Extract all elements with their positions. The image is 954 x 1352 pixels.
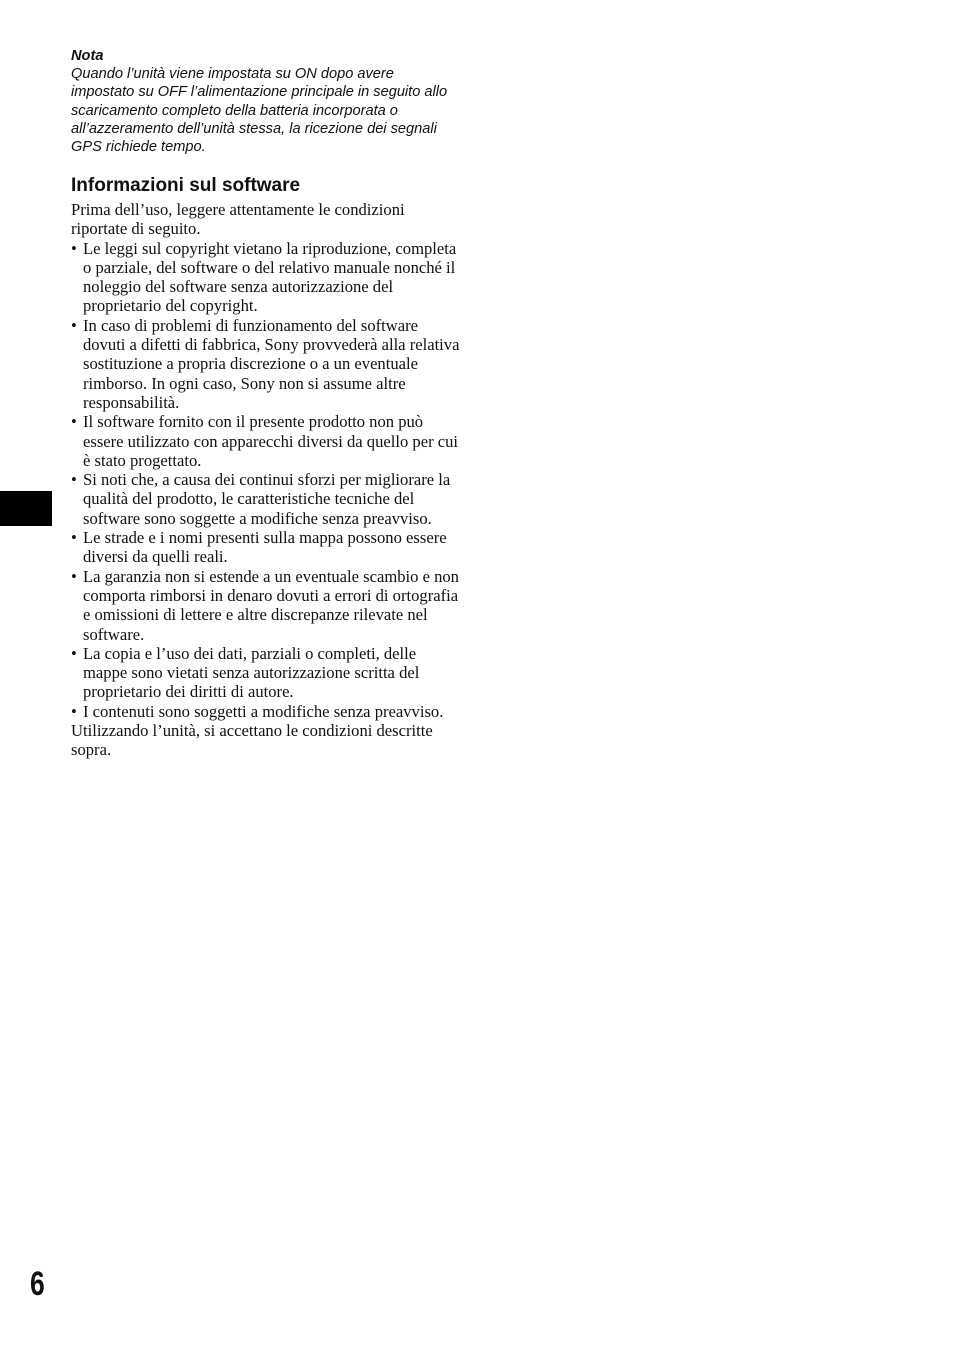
side-thumb-tab	[0, 491, 52, 526]
note-body: Quando l’unità viene impostata su ON dopo avere impostato su OFF l’alimentazione principale in seguito allo scaricamento completo della batteria incorporata o all’azzeramento dell’unità stessa, la ricezione dei segnali GPS richiede tempo.	[71, 66, 448, 156]
note-title: Nota	[71, 48, 104, 64]
list-item: • Le leggi sul copyright vietano la riproduzione, completa o parziale, del software o del relativo manuale nonché il noleggio del software senza autorizzazione del proprietario del copyright.	[71, 239, 461, 316]
section-heading: Informazioni sul software	[71, 175, 301, 196]
bullet-list	[71, 239, 461, 721]
list-item: • In caso di problemi di funzionamento del software dovuti a difetti di fabbrica, Sony provvederà alla relativa sostituzione a propria discrezione o a un eventuale rimborso. In ogni caso, Sony non si assume altre responsabilità.	[71, 316, 461, 412]
list-item: • Le strade e i nomi presenti sulla mappa possono essere diversi da quelli reali.	[71, 528, 461, 567]
section-content	[71, 200, 461, 760]
list-item: • Si noti che, a causa dei continui sforzi per migliorare la qualità del prodotto, le caratteristiche tecniche del software sono soggette a modifiche senza preavviso.	[71, 470, 461, 528]
list-item: • La garanzia non si estende a un eventuale scambio e non comporta rimborsi in denaro dovuti a errori di ortografia e omissioni di lettere e altre discrepanze rilevate nel software.	[71, 567, 461, 644]
section-intro: Prima dell’uso, leggere attentamente le condizioni riportate di seguito.	[71, 200, 405, 239]
list-item: • Il software fornito con il presente prodotto non può essere utilizzato con apparecchi diversi da quello per cui è stato progettato.	[71, 412, 461, 470]
list-item: • La copia e l’uso dei dati, parziali o completi, delle mappe sono vietati senza autorizzazione scritta del proprietario dei diritti di autore.	[71, 644, 461, 702]
note-block	[71, 47, 461, 156]
list-item: • I contenuti sono soggetti a modifiche senza preavviso.	[71, 702, 461, 721]
section-closing: Utilizzando l’unità, si accettano le condizioni descritte sopra.	[71, 721, 433, 760]
page-number: 6	[30, 1265, 45, 1303]
